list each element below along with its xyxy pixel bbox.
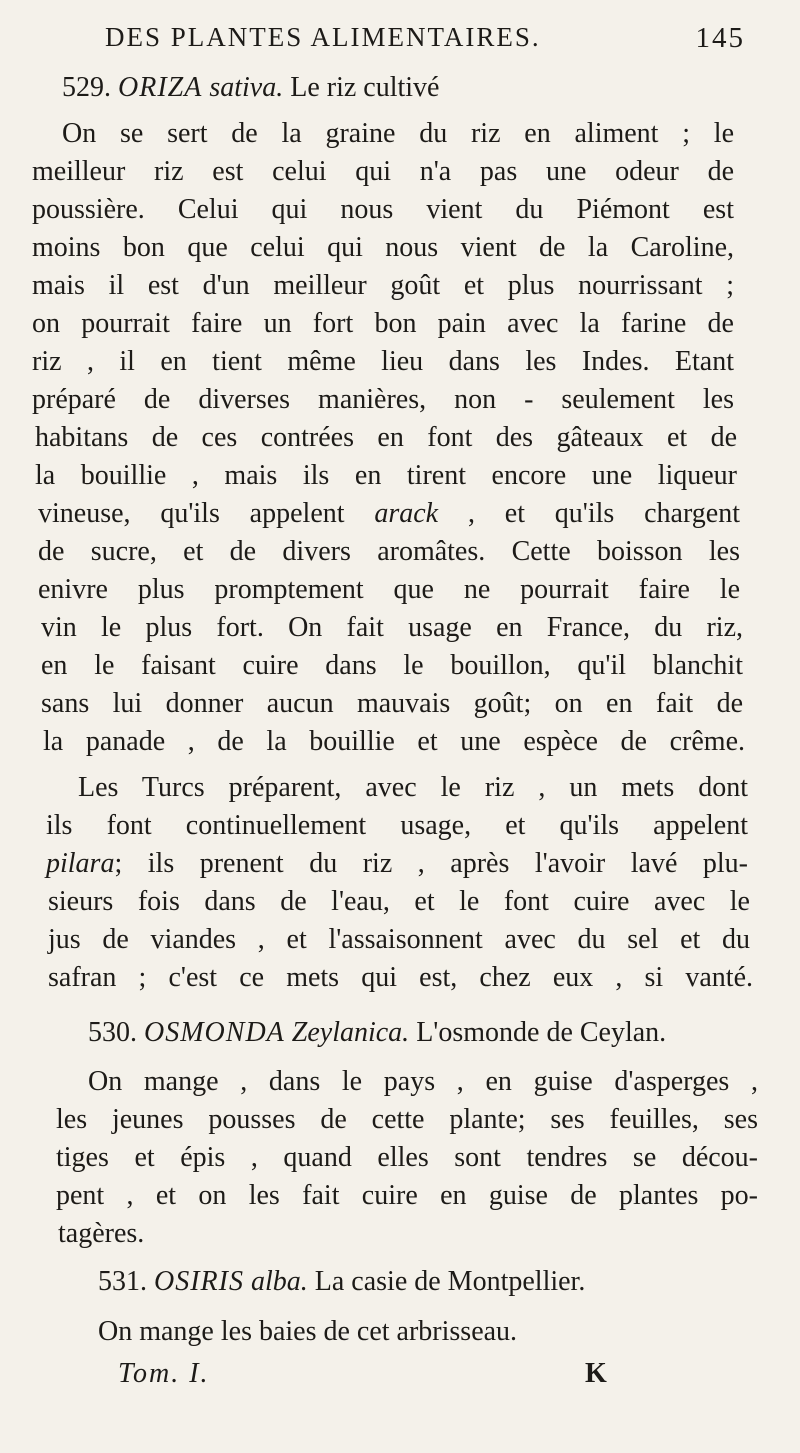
text-line: ils font continuellement usage, et qu'ils appelent	[46, 810, 748, 841]
gathering-signature: K	[585, 1358, 607, 1389]
text-line: On mange les baies de cet arbrisseau.	[98, 1316, 518, 1347]
entry-genus: ORIZA	[118, 72, 203, 103]
text-line: pilara; ils prenent du riz , après l'avoir lavé plu-	[46, 848, 748, 879]
entry-common-name: Le riz cultivé	[290, 72, 440, 103]
text-line: On mange , dans le pays , en guise d'asperges ,	[88, 1066, 758, 1097]
text-line: vineuse, qu'ils appelent arack , et qu'ils chargent	[38, 498, 741, 529]
text-line: safran ; c'est ce mets qui est, chez eux , si vanté.	[48, 962, 753, 993]
text-line: mais il est d'un meilleur goût et plus nourrissant ;	[32, 270, 734, 301]
text-line: préparé de diverses manières, non - seulement les	[32, 384, 734, 415]
entry-genus: OSIRIS	[154, 1266, 244, 1297]
text-line: la panade , de la bouillie et une espèce de crême.	[43, 726, 745, 757]
entry-species: Zeylanica.	[291, 1017, 410, 1048]
term-arack: arack	[374, 498, 439, 529]
text-line: riz , il en tient même lieu dans les Indes. Etant	[32, 346, 734, 377]
entry-common-name: L'osmonde de Ceylan.	[416, 1017, 667, 1048]
entry-heading-530	[88, 1017, 666, 1049]
text-line: habitans de ces contrées en font des gâteaux et de	[35, 422, 737, 453]
text-line: sieurs fois dans de l'eau, et le font cuire avec le	[48, 886, 750, 917]
entry-common-name: La casie de Montpellier.	[314, 1266, 586, 1297]
entry-number: 531.	[98, 1266, 147, 1297]
text-line: pent , et on les fait cuire en guise de plantes po-	[56, 1180, 758, 1211]
running-title: DES PLANTES ALIMENTAIRES.	[105, 22, 541, 52]
text-line: sans lui donner aucun mauvais goût; on en fait de	[41, 688, 743, 719]
text-line: poussière. Celui qui nous vient du Piémont est	[32, 194, 734, 225]
term-pilara: pilara	[46, 848, 115, 879]
text-line: tiges et épis , quand elles sont tendres se décou-	[56, 1142, 758, 1173]
entry-number: 529.	[62, 72, 111, 103]
text-line: tagères.	[58, 1218, 145, 1249]
text-line: en le faisant cuire dans le bouillon, qu'il blanchit	[41, 650, 743, 681]
text-line: meilleur riz est celui qui n'a pas une odeur de	[32, 156, 734, 187]
running-head	[105, 22, 755, 62]
text-line: Les Turcs préparent, avec le riz , un mets dont	[78, 772, 748, 803]
text-line: jus de viandes , et l'assaisonnent avec du sel et du	[48, 924, 750, 955]
page-footer	[118, 1358, 618, 1398]
text-line: vin le plus fort. On fait usage en France, du riz,	[41, 612, 743, 643]
entry-heading-531	[98, 1266, 585, 1298]
text-line: enivre plus promptement que ne pourrait faire le	[38, 574, 740, 605]
text-line: les jeunes pousses de cette plante; ses feuilles, ses	[56, 1104, 758, 1135]
entry-heading-529	[62, 72, 439, 104]
text-line: de sucre, et de divers aromâtes. Cette boisson les	[38, 536, 740, 567]
page-number: 145	[695, 22, 745, 54]
text-line: moins bon que celui qui nous vient de la Caroline,	[32, 232, 734, 263]
text-line: On se sert de la graine du riz en aliment ; le	[62, 118, 734, 149]
entry-number: 530.	[88, 1017, 137, 1048]
text-line: on pourrait faire un fort bon pain avec la farine de	[32, 308, 734, 339]
entry-genus: OSMONDA	[144, 1017, 285, 1048]
text-line: la bouillie , mais ils en tirent encore une liqueur	[35, 460, 737, 491]
entry-species: alba.	[250, 1266, 308, 1297]
entry-species: sativa.	[209, 72, 284, 103]
volume-signature: Tom. I.	[118, 1358, 210, 1389]
